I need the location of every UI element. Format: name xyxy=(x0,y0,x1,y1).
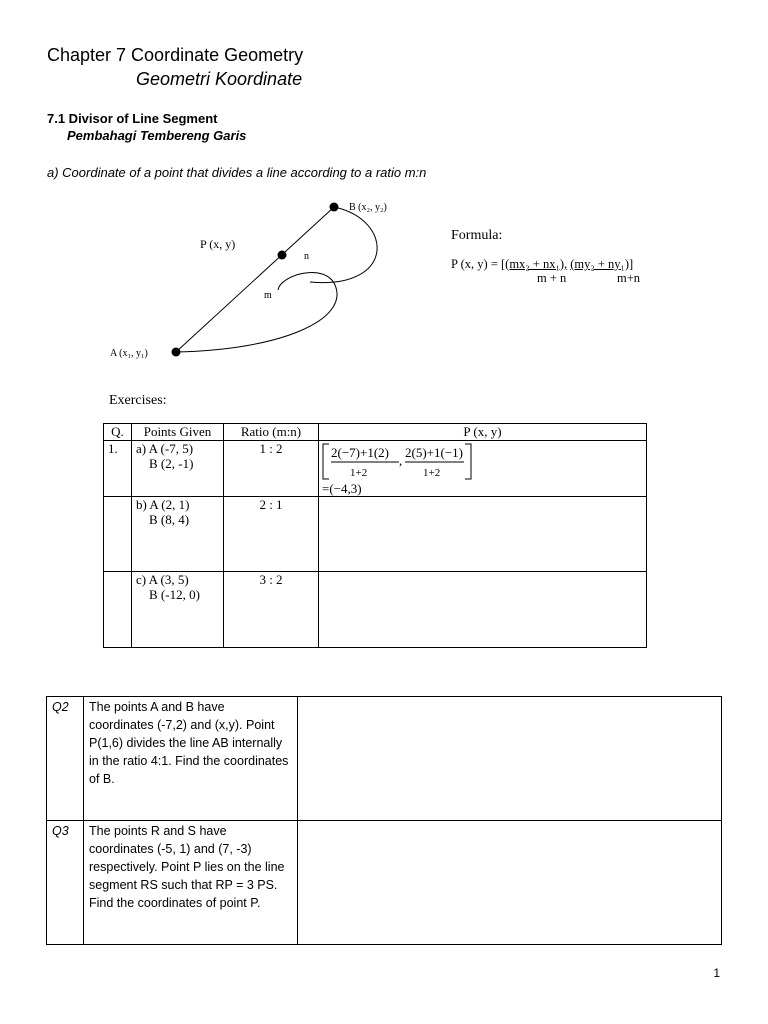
arc-n xyxy=(310,207,377,283)
answer-cell[interactable] xyxy=(298,821,722,945)
answer-cell[interactable] xyxy=(319,572,647,648)
row-points xyxy=(132,572,224,648)
row-q xyxy=(104,572,132,648)
section-formula xyxy=(451,257,641,285)
point-b-dot xyxy=(330,203,339,212)
formula-lhs: P (x, y) = xyxy=(451,257,501,271)
formula-x-denominator: m + n xyxy=(537,271,567,285)
point-p-dot xyxy=(278,251,287,260)
chapter-subtitle: Geometri Koordinate xyxy=(136,69,303,89)
row-q xyxy=(104,497,132,572)
header-ratio: Ratio (m:n) xyxy=(224,424,319,441)
point-b-given: B (8, 4) xyxy=(149,512,190,527)
question-number: Q3 xyxy=(47,821,84,945)
question-row xyxy=(47,821,722,945)
header-q: Q. xyxy=(104,424,132,441)
row-ratio: 1 : 2 xyxy=(224,441,319,497)
point-a-given: c) A (3, 5) xyxy=(136,572,189,587)
point-b-given: B (-12, 0) xyxy=(149,587,200,602)
label-n: n xyxy=(304,251,309,262)
worked-y-denominator: 1+2 xyxy=(423,467,441,479)
point-a-given: a) A (-7, 5) xyxy=(136,441,194,456)
point-b-label: B (x₂, y₂) xyxy=(349,202,387,213)
worked-result: =(−4,3) xyxy=(322,481,362,496)
row-points xyxy=(132,441,224,497)
line-segment-diagram xyxy=(0,195,440,375)
row-ratio: 3 : 2 xyxy=(224,572,319,648)
section-subtitle: Pembahagi Tembereng Garis xyxy=(67,128,247,143)
point-a-label: A (x₁, y₁) xyxy=(110,348,148,359)
formula-y-numerator: (my₂ + ny₁)] xyxy=(570,257,634,271)
answer-cell[interactable] xyxy=(298,697,722,821)
worked-y-numerator: 2(5)+1(−1) xyxy=(405,445,463,460)
worked-solution-math xyxy=(319,441,489,497)
chapter-title: Chapter 7 Coordinate Geometry xyxy=(47,45,304,65)
exercises-table xyxy=(103,423,647,648)
row-points xyxy=(132,497,224,572)
part-a-heading: a) Coordinate of a point that divides a line according to a ratio m:n xyxy=(47,165,427,180)
worked-x-denominator: 1+2 xyxy=(350,467,368,479)
section-title: 7.1 Divisor of Line Segment xyxy=(47,111,218,126)
table-row xyxy=(104,497,647,572)
formula-label: Formula: xyxy=(451,228,503,243)
question-text: The points R and S have coordinates (-5, 1) and (7, -3) respectively. Point P lies on the line segment RS such that RP = 3 PS. Find the coordinates of point P. xyxy=(84,821,298,945)
point-b-given: B (2, -1) xyxy=(149,456,194,471)
point-p-label: P (x, y) xyxy=(200,237,236,251)
question-number: Q2 xyxy=(47,697,84,821)
worked-x-numerator: 2(−7)+1(2) xyxy=(331,445,389,460)
header-points: Points Given xyxy=(132,424,224,441)
segment-ab xyxy=(176,207,334,352)
question-text: The points A and B have coordinates (-7,2) and (x,y). Point P(1,6) divides the line AB internally in the ratio 4:1. Find the coordinates of B. xyxy=(84,697,298,821)
worked-solution xyxy=(319,441,647,497)
formula-x-numerator: [(mx₂ + nx₁), xyxy=(501,257,568,271)
table-row xyxy=(104,441,647,497)
table-row xyxy=(104,572,647,648)
row-ratio: 2 : 1 xyxy=(224,497,319,572)
point-a-given: b) A (2, 1) xyxy=(136,497,190,512)
row-q: 1. xyxy=(104,441,132,497)
arc-m xyxy=(176,272,337,352)
table-header-row xyxy=(104,424,647,441)
questions-table xyxy=(46,696,722,945)
label-m: m xyxy=(264,290,272,301)
exercises-label: Exercises: xyxy=(109,393,167,408)
formula-y-denominator: m+n xyxy=(617,271,641,285)
point-a-dot xyxy=(172,348,181,357)
answer-cell[interactable] xyxy=(319,497,647,572)
question-row xyxy=(47,697,722,821)
header-p: P (x, y) xyxy=(319,424,647,441)
worked-comma: , xyxy=(399,453,403,468)
page-number: 1 xyxy=(713,966,720,980)
